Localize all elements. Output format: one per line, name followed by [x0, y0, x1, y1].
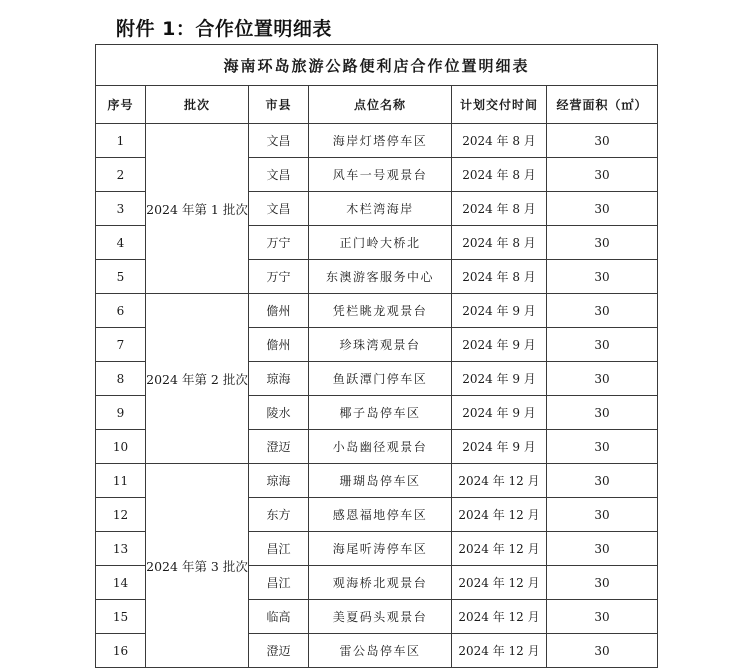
column-header-area: 经营面积（㎡）	[547, 86, 658, 124]
seq-cell: 12	[96, 498, 146, 532]
delivery-time-cell: 2024 年 8 月	[452, 158, 547, 192]
table-title: 海南环岛旅游公路便利店合作位置明细表	[96, 45, 658, 86]
delivery-time-cell: 2024 年 9 月	[452, 362, 547, 396]
attachment-heading: 附件 1：合作位置明细表	[116, 18, 332, 40]
city-cell: 文昌	[249, 192, 309, 226]
seq-cell: 15	[96, 600, 146, 634]
city-cell: 临高	[249, 600, 309, 634]
seq-cell: 16	[96, 634, 146, 668]
delivery-time-cell: 2024 年 12 月	[452, 600, 547, 634]
city-cell: 万宁	[249, 260, 309, 294]
area-cell: 30	[547, 328, 658, 362]
city-cell: 文昌	[249, 124, 309, 158]
seq-cell: 10	[96, 430, 146, 464]
delivery-time-cell: 2024 年 9 月	[452, 396, 547, 430]
area-cell: 30	[547, 226, 658, 260]
seq-cell: 3	[96, 192, 146, 226]
city-cell: 陵水	[249, 396, 309, 430]
city-cell: 文昌	[249, 158, 309, 192]
batch-cell: 2024 年第 1 批次	[146, 124, 249, 294]
location-name-cell: 小岛幽径观景台	[309, 430, 452, 464]
seq-cell: 14	[96, 566, 146, 600]
city-cell: 儋州	[249, 294, 309, 328]
city-cell: 儋州	[249, 328, 309, 362]
seq-cell: 5	[96, 260, 146, 294]
seq-cell: 6	[96, 294, 146, 328]
delivery-time-cell: 2024 年 9 月	[452, 328, 547, 362]
area-cell: 30	[547, 498, 658, 532]
delivery-time-cell: 2024 年 8 月	[452, 124, 547, 158]
area-cell: 30	[547, 362, 658, 396]
location-name-cell: 观海桥北观景台	[309, 566, 452, 600]
city-cell: 琼海	[249, 362, 309, 396]
location-name-cell: 正门岭大桥北	[309, 226, 452, 260]
location-name-cell: 凭栏眺龙观景台	[309, 294, 452, 328]
city-cell: 昌江	[249, 532, 309, 566]
column-header-delivery: 计划交付时间	[452, 86, 547, 124]
delivery-time-cell: 2024 年 12 月	[452, 634, 547, 668]
area-cell: 30	[547, 634, 658, 668]
area-cell: 30	[547, 430, 658, 464]
location-name-cell: 海尾听涛停车区	[309, 532, 452, 566]
delivery-time-cell: 2024 年 9 月	[452, 294, 547, 328]
area-cell: 30	[547, 192, 658, 226]
seq-cell: 2	[96, 158, 146, 192]
area-cell: 30	[547, 158, 658, 192]
delivery-time-cell: 2024 年 8 月	[452, 226, 547, 260]
seq-cell: 8	[96, 362, 146, 396]
delivery-time-cell: 2024 年 12 月	[452, 498, 547, 532]
column-header-location: 点位名称	[309, 86, 452, 124]
table-row	[96, 294, 658, 328]
seq-cell: 13	[96, 532, 146, 566]
column-header-city: 市县	[249, 86, 309, 124]
location-name-cell: 木栏湾海岸	[309, 192, 452, 226]
table-row	[96, 464, 658, 498]
location-name-cell: 感恩福地停车区	[309, 498, 452, 532]
delivery-time-cell: 2024 年 12 月	[452, 464, 547, 498]
location-name-cell: 美夏码头观景台	[309, 600, 452, 634]
location-name-cell: 椰子岛停车区	[309, 396, 452, 430]
location-name-cell: 东澳游客服务中心	[309, 260, 452, 294]
city-cell: 昌江	[249, 566, 309, 600]
city-cell: 东方	[249, 498, 309, 532]
delivery-time-cell: 2024 年 12 月	[452, 532, 547, 566]
delivery-time-cell: 2024 年 8 月	[452, 260, 547, 294]
batch-cell: 2024 年第 2 批次	[146, 294, 249, 464]
location-name-cell: 珍珠湾观景台	[309, 328, 452, 362]
seq-cell: 4	[96, 226, 146, 260]
column-header-seq: 序号	[96, 86, 146, 124]
location-name-cell: 鱼跃潭门停车区	[309, 362, 452, 396]
city-cell: 万宁	[249, 226, 309, 260]
table-header-row	[96, 86, 658, 124]
area-cell: 30	[547, 396, 658, 430]
delivery-time-cell: 2024 年 8 月	[452, 192, 547, 226]
location-detail-table	[95, 44, 658, 668]
location-name-cell: 珊瑚岛停车区	[309, 464, 452, 498]
location-name-cell: 风车一号观景台	[309, 158, 452, 192]
city-cell: 澄迈	[249, 634, 309, 668]
column-header-batch: 批次	[146, 86, 249, 124]
batch-cell: 2024 年第 3 批次	[146, 464, 249, 668]
seq-cell: 7	[96, 328, 146, 362]
area-cell: 30	[547, 532, 658, 566]
table-row	[96, 124, 658, 158]
delivery-time-cell: 2024 年 12 月	[452, 566, 547, 600]
area-cell: 30	[547, 260, 658, 294]
delivery-time-cell: 2024 年 9 月	[452, 430, 547, 464]
table-body	[96, 124, 658, 668]
seq-cell: 1	[96, 124, 146, 158]
seq-cell: 9	[96, 396, 146, 430]
area-cell: 30	[547, 124, 658, 158]
location-name-cell: 海岸灯塔停车区	[309, 124, 452, 158]
location-name-cell: 雷公岛停车区	[309, 634, 452, 668]
area-cell: 30	[547, 464, 658, 498]
table-title-row	[96, 45, 658, 86]
area-cell: 30	[547, 294, 658, 328]
area-cell: 30	[547, 600, 658, 634]
city-cell: 澄迈	[249, 430, 309, 464]
area-cell: 30	[547, 566, 658, 600]
city-cell: 琼海	[249, 464, 309, 498]
seq-cell: 11	[96, 464, 146, 498]
